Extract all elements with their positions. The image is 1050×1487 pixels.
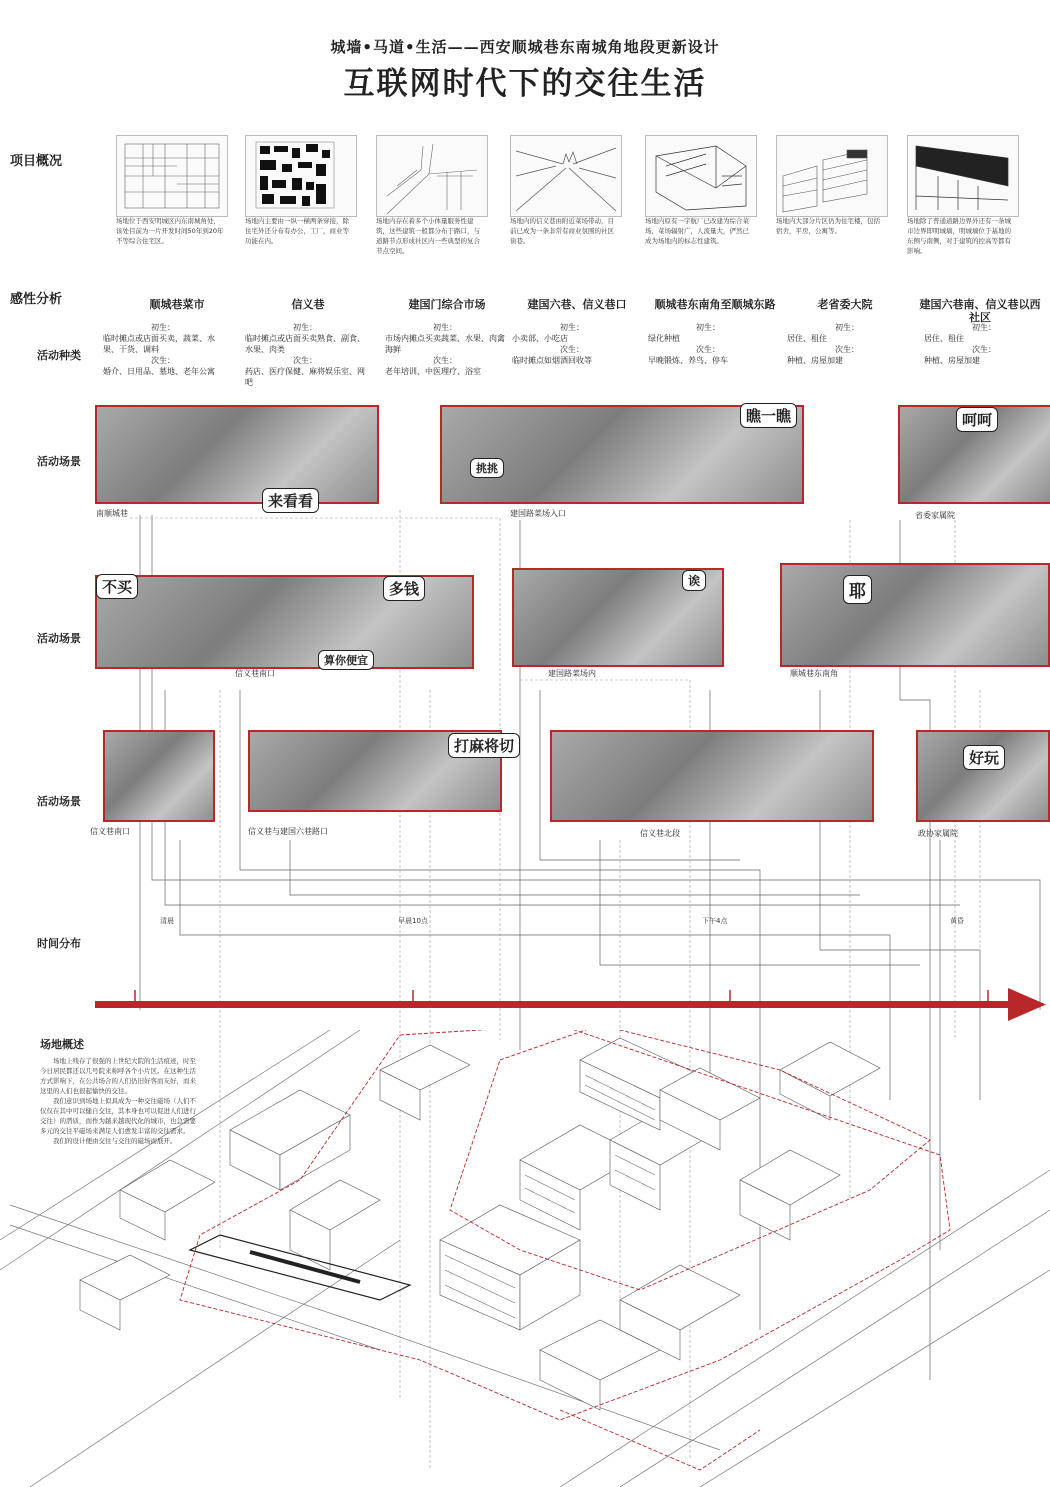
scene-photo-southeast-corner — [780, 563, 1050, 667]
secondary-label: 次生： — [560, 345, 584, 354]
site-desc-paragraph: 我们意识到场地上似具成为一种交往磁场（人们不仅仅在其中可以健自交往，其本身也可以促进人们进行交往）的潜质，而作为越来越现代化的城市，也急需要多元的交往平磁场来满足人们愈发丰富的交往需求。 — [40, 1097, 196, 1135]
speech-bubble: 算你便宜 — [318, 650, 374, 670]
secondary-text: 早晚锻炼、养鸟、停车 — [648, 356, 728, 365]
overview-desc-7: 场地除了普通道路边界外还有一条城市边界即明城墙，明城墙位于基地的东侧与南侧，对于建筑的控高等都有影响。 — [907, 217, 1011, 255]
scene-label: 政协家属院 — [918, 829, 958, 838]
primary-text: 市场内摊点买卖蔬菜、水果、肉禽海鲜 — [385, 334, 505, 354]
column-head-3: 建国门综合市场 — [408, 298, 486, 311]
section-analysis: 感性分析 — [10, 292, 63, 307]
page-title: 互联网时代下的交往生活 — [343, 66, 707, 102]
time-label-4pm: 下午4点 — [702, 917, 728, 925]
column-head-5: 顺城巷东南角至顺城东路 — [654, 298, 776, 311]
primary-text: 临时摊点或店面买卖熟食、副食、水果、肉类 — [245, 334, 365, 354]
scene-label: 信义巷南口 — [235, 669, 275, 678]
overview-desc-3: 场地内存在着多个小体量服务性建筑，这些建筑一般都分布于路口，与道路节点形成社区内一些典型的复合节点空间。 — [376, 217, 480, 255]
scene-label: 信义巷北段 — [640, 829, 680, 838]
primary-text: 临时摊点或店面买卖，蔬菜、水果、干货、调料 — [103, 334, 215, 354]
time-label-10am: 早晨10点 — [398, 917, 428, 925]
primary-label: 初生： — [151, 323, 175, 332]
scene-label: 顺城巷东南角 — [790, 669, 838, 678]
speech-bubble: 好玩 — [963, 745, 1005, 770]
label-activity-type: 活动种类 — [37, 349, 81, 362]
primary-text: 居住、租住 — [787, 334, 827, 343]
column-head-6: 老省委大院 — [817, 298, 873, 311]
primary-label: 初生： — [696, 323, 720, 332]
timeline-arrow — [0, 980, 1050, 1030]
section-site: 场地概述 — [40, 1038, 84, 1051]
overview-desc-2: 场地内主要由一纵一横两条穿接，除住宅外还分布有办公，工厂，商业等功能在内。 — [245, 217, 349, 245]
speech-bubble: 耶 — [843, 575, 872, 604]
primary-text: 居住、租住 — [924, 334, 964, 343]
column-head-2: 信义巷 — [291, 298, 325, 311]
primary-text: 绿化种植 — [648, 334, 680, 343]
label-activity-scene-1: 活动场景 — [37, 455, 81, 468]
site-desc-paragraph: 场地上残存了很强的上世纪大院的生活痕迹，时至今日居民都还以几号院来称呼各个小片区。在这种生活方式影响下，在公共场合的人们仍旧好客而友好，而来这里的人们也很起愉快的交往。 — [40, 1057, 196, 1095]
secondary-text: 种植、房屋加建 — [787, 356, 843, 365]
column-head-1: 顺城巷菜市 — [149, 298, 205, 311]
scene-label: 省委家属院 — [915, 511, 955, 520]
time-label-dusk: 黄昏 — [950, 917, 964, 925]
site-description — [40, 1056, 200, 1146]
overview-desc-6: 场地内大部分片区仍为住宅楼，包括宿舍，平房，公寓等。 — [776, 217, 880, 235]
overview-desc-1: 场地位于西安明城区内东南城角处，该处目前为一片开发时间50年到20年不等综合住宅区。 — [116, 217, 224, 245]
secondary-label: 次生： — [835, 345, 859, 354]
scene-label: 建国路菜场内 — [548, 669, 596, 678]
column-head-4: 建国六巷、信义巷口 — [527, 298, 627, 311]
overview-desc-5: 场地内原有一宇航厂已改建为综合菜场，菜场辐射广，人流量大，俨然已成为场地内的标志性建筑。 — [645, 217, 749, 245]
secondary-label: 次生： — [433, 356, 457, 365]
scene-label: 南顺城巷 — [96, 509, 128, 518]
speech-bubble: 诶 — [682, 570, 706, 591]
primary-label: 初生： — [972, 323, 996, 332]
speech-bubble: 打麻将切 — [448, 733, 520, 758]
label-activity-scene-3: 活动场景 — [37, 795, 81, 808]
speech-bubble: 不买 — [96, 574, 138, 599]
scene-label: 建国路菜场入口 — [510, 509, 566, 518]
primary-label: 初生： — [835, 323, 859, 332]
column-head-7: 建国六巷南、信义巷以西社区 — [919, 298, 1041, 324]
speech-bubble: 挑挑 — [470, 458, 504, 478]
secondary-text: 种植、房屋加建 — [924, 356, 980, 365]
primary-label: 初生： — [560, 323, 584, 332]
secondary-text: 老年培训、中医理疗、浴室 — [385, 367, 481, 376]
primary-label: 初生： — [293, 323, 317, 332]
secondary-label: 次生： — [972, 345, 996, 354]
overview-desc-4: 场地内的信义巷由附近菜场带动，目前已成为一条非常有商业氛围的社区街巷。 — [510, 217, 614, 245]
speech-bubble: 呵呵 — [956, 407, 998, 432]
label-time-distribution: 时间分布 — [37, 937, 81, 950]
site-desc-paragraph: 我们的设计便由交往与交往的磁场而展开。 — [53, 1137, 177, 1145]
secondary-text: 药店、医疗保健、麻将娱乐室、网吧 — [245, 367, 365, 387]
secondary-label: 次生： — [151, 356, 175, 365]
speech-bubble: 瞧一瞧 — [740, 403, 797, 428]
scene-photo-xinyi-south-2 — [103, 730, 215, 822]
scene-label: 信义巷与建国六巷路口 — [248, 827, 328, 836]
secondary-text: 临时摊点如烟酒回收等 — [512, 356, 592, 365]
scene-label: 信义巷南口 — [90, 827, 130, 836]
scene-photo-xinyi-north — [550, 730, 874, 822]
scene-photo-cppcc-compound — [916, 730, 1050, 822]
speech-bubble: 来看看 — [262, 488, 319, 513]
speech-bubble: 多钱 — [383, 576, 425, 601]
section-overview: 项目概况 — [10, 154, 63, 169]
primary-label: 初生： — [433, 323, 457, 332]
label-activity-scene-2: 活动场景 — [37, 632, 81, 645]
subtitle: 城墙•马道•生活——西安顺城巷东南城角地段更新设计 — [330, 38, 720, 56]
secondary-label: 次生： — [696, 345, 720, 354]
scene-photo-market — [95, 405, 379, 504]
time-label-morning: 清晨 — [160, 917, 174, 925]
primary-text: 小卖部、小吃店 — [512, 334, 568, 343]
secondary-text: 婚介、日用品、墓地、老年公寓 — [103, 367, 215, 376]
secondary-label: 次生： — [293, 356, 317, 365]
